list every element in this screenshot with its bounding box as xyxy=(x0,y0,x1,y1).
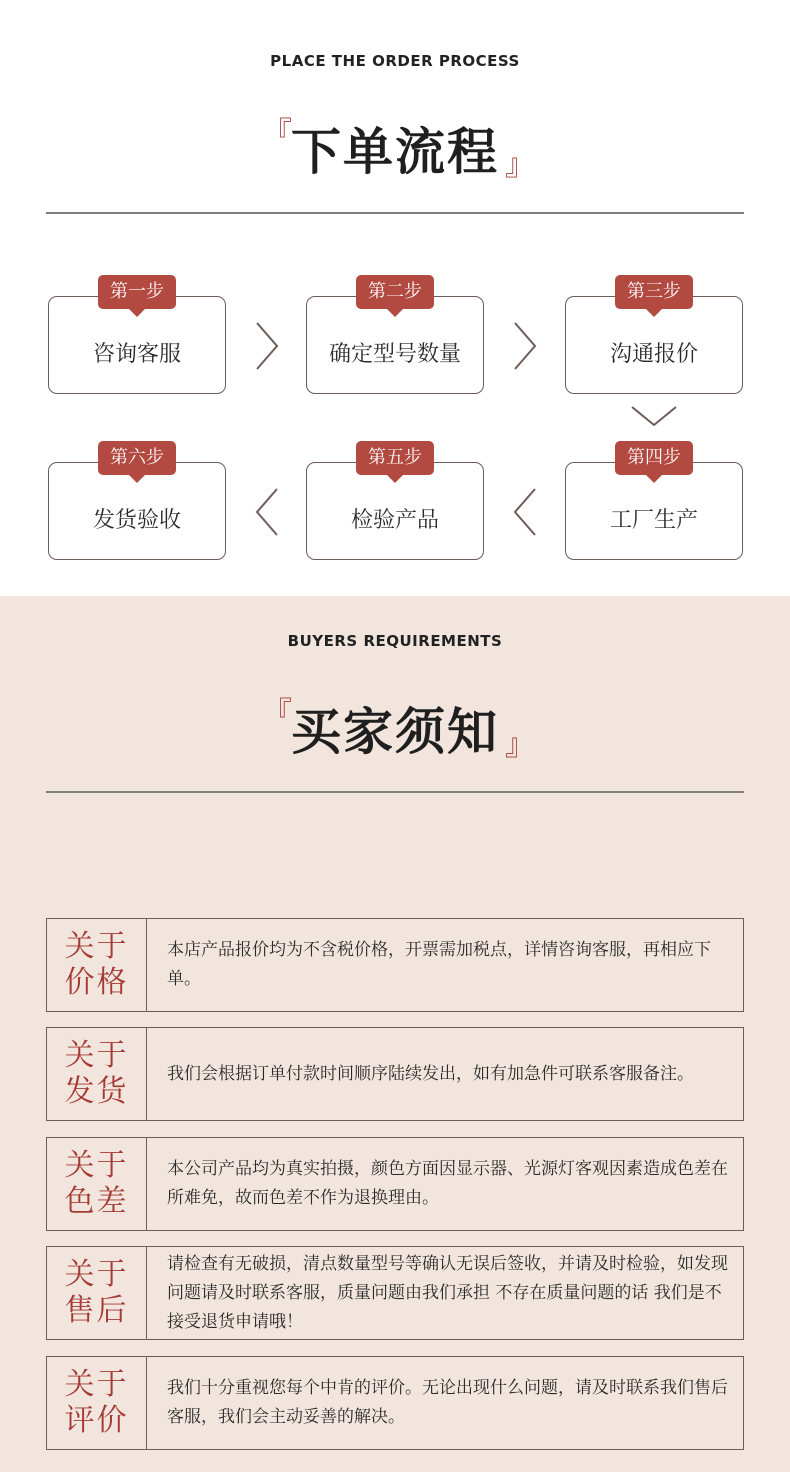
requirements-subtitle: BUYERS REQUIREMENTS xyxy=(287,632,503,650)
buyers-requirements-section xyxy=(0,596,790,1472)
info-title-top: 关于 xyxy=(64,929,129,964)
chevron-left-icon xyxy=(254,486,280,538)
step-6 xyxy=(48,447,226,560)
chevron-down-icon xyxy=(630,404,678,428)
info-text: 请检查有无破损，清点数量型号等确认无误后签收，并请及时检验，如发现问题请及时联系客服，质量问题由我们承担 不存在质量问题的话 我们是不接受退货申请哦！ xyxy=(167,1253,728,1332)
requirements-bracket-open: 『 xyxy=(262,696,292,731)
requirements-title: 买家须知 xyxy=(291,703,499,761)
info-text: 本公司产品均为真实拍摄，颜色方面因显示器、光源灯客观因素造成色差在所难免，故而色差不作为退换理由。 xyxy=(167,1159,728,1208)
chevron-right-icon xyxy=(254,320,280,372)
chevron-right-icon xyxy=(512,320,538,372)
step-1-label: 咨询客服 xyxy=(92,342,181,367)
info-row-price xyxy=(46,918,744,1012)
order-process-section xyxy=(0,0,790,596)
step-5-label: 检验产品 xyxy=(350,508,439,533)
step-3 xyxy=(565,281,743,394)
info-title-top: 关于 xyxy=(64,1148,129,1183)
process-subtitle: PLACE THE ORDER PROCESS xyxy=(270,52,520,70)
info-title-bottom: 价格 xyxy=(64,965,129,1000)
step-3-badge: 第三步 xyxy=(615,275,693,309)
chevron-left-icon xyxy=(512,486,538,538)
info-title xyxy=(47,1138,147,1230)
info-text: 我们十分重视您每个中肯的评价。无论出现什么问题，请及时联系我们售后客服，我们会主动妥善的解决。 xyxy=(167,1378,728,1427)
process-divider xyxy=(46,212,744,214)
info-title-top: 关于 xyxy=(64,1038,129,1073)
step-4 xyxy=(565,447,743,560)
info-title xyxy=(47,1028,147,1120)
step-5 xyxy=(306,447,484,560)
process-bracket-close: 』 xyxy=(505,148,535,183)
info-title-bottom: 色差 xyxy=(64,1184,129,1219)
info-row-shipping xyxy=(46,1027,744,1121)
info-title-bottom: 评价 xyxy=(64,1403,129,1438)
info-text: 我们会根据订单付款时间顺序陆续发出，如有加急件可联系客服备注。 xyxy=(167,1063,694,1084)
info-title xyxy=(47,919,147,1011)
info-row-color xyxy=(46,1137,744,1231)
requirements-divider xyxy=(46,791,744,793)
step-2-label: 确定型号数量 xyxy=(328,342,461,367)
info-title-bottom: 售后 xyxy=(64,1293,129,1328)
info-title-top: 关于 xyxy=(64,1367,129,1402)
requirements-bracket-close: 』 xyxy=(505,728,535,763)
step-5-badge: 第五步 xyxy=(356,441,434,475)
info-title xyxy=(47,1357,147,1449)
info-title xyxy=(47,1247,147,1339)
step-2-badge: 第二步 xyxy=(356,275,434,309)
step-3-label: 沟通报价 xyxy=(609,342,698,367)
step-1-badge: 第一步 xyxy=(98,275,176,309)
info-title-bottom: 发货 xyxy=(64,1074,129,1109)
info-title-top: 关于 xyxy=(64,1257,129,1292)
info-row-after-sales xyxy=(46,1246,744,1340)
step-2 xyxy=(306,281,484,394)
step-1 xyxy=(48,281,226,394)
info-row-review xyxy=(46,1356,744,1450)
process-bracket-open: 『 xyxy=(262,116,292,151)
info-text: 本店产品报价均为不含税价格，开票需加税点，详情咨询客服，再相应下单。 xyxy=(167,940,711,989)
step-6-label: 发货验收 xyxy=(92,508,181,533)
step-4-badge: 第四步 xyxy=(615,441,693,475)
process-title: 下单流程 xyxy=(291,123,499,181)
step-6-badge: 第六步 xyxy=(98,441,176,475)
step-4-label: 工厂生产 xyxy=(609,508,698,533)
